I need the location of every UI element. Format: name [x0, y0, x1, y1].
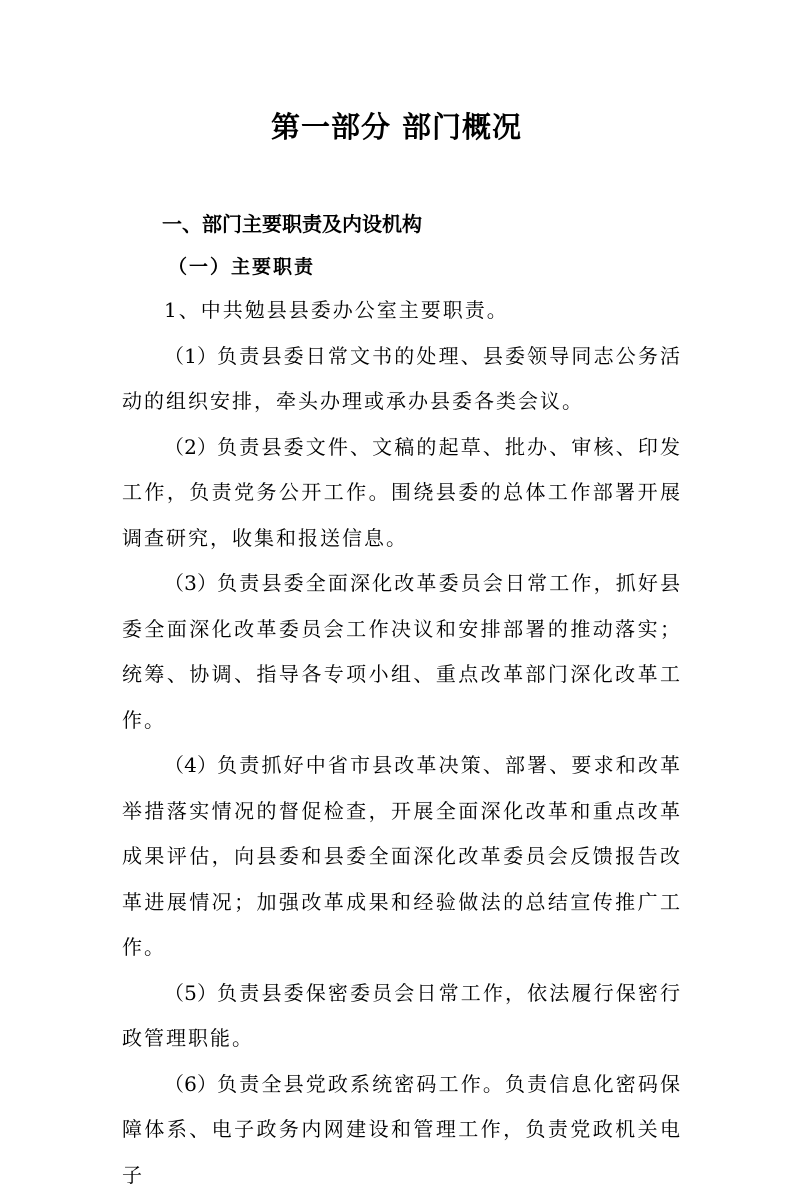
body-text — [122, 288, 682, 1198]
duty-text: 负责抓好中省市县改革决策、部署、要求和改革举措落实情况的督促检查，开展全面深化改革和重点改革成果评估，向县委和县委全面深化改革委员会反馈报告改革进展情况；加强改革成果和经验做法的总结宣传推广工作。 — [122, 753, 682, 959]
duty-text: 负责县委文件、文稿的起草、批办、审核、印发工作，负责党务公开工作。围绕县委的总体工作部署开展调查研究，收集和报送信息。 — [122, 435, 682, 550]
duty-text: 负责全县党政系统密码工作。负责信息化密码保障体系、电子政务内网建设和管理工作，负责党政机关电子 — [122, 1072, 682, 1187]
duty-paragraph-4 — [122, 743, 682, 971]
duty-number: （1） — [164, 344, 217, 368]
duty-text: 负责县委全面深化改革委员会日常工作，抓好县委全面深化改革委员会工作决议和安排部署的推动落实；统筹、协调、指导各专项小组、重点改革部门深化改革工作。 — [122, 571, 682, 732]
subsection-heading: （一）主要职责 — [168, 252, 315, 282]
duty-number: （2） — [164, 435, 217, 459]
section-heading: 一、部门主要职责及内设机构 — [162, 209, 422, 239]
duty-number: （3） — [164, 571, 217, 595]
duty-number: （4） — [164, 753, 217, 777]
duty-paragraph-2 — [122, 425, 682, 562]
duty-text: 负责县委保密委员会日常工作，依法履行保密行政管理职能。 — [122, 981, 682, 1051]
duty-paragraph-5 — [122, 971, 682, 1062]
duty-text: 负责县委日常文书的处理、县委领导同志公务活动的组织安排，牵头办理或承办县委各类会议。 — [122, 344, 682, 414]
duty-paragraph-3 — [122, 561, 682, 743]
duty-number: （6） — [164, 1072, 217, 1096]
duty-number: （5） — [164, 981, 217, 1005]
page-title: 第一部分 部门概况 — [0, 107, 793, 147]
intro-paragraph: 1、中共勉县县委办公室主要职责。 — [122, 288, 682, 334]
duty-paragraph-6 — [122, 1062, 682, 1198]
duty-paragraph-1 — [122, 334, 682, 425]
